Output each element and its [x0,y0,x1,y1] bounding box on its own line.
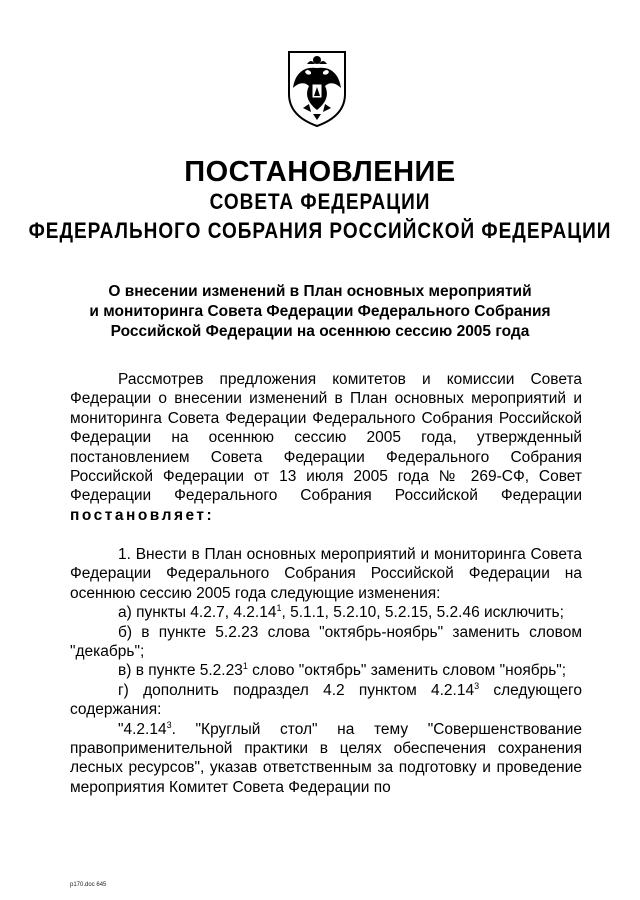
item-1-v: в) в пункте 5.2.23$^1$ слово "октябрь" заменить словом "ноябрь"; [118,661,567,680]
item-1-block [70,545,582,797]
item-1-g: г) дополнить подраздел 4.2 пунктом 4.2.14$^3$ следующего содержания: [70,680,582,719]
subject-line-2: и мониторинга Совета Федерации Федерального Собрания [89,303,551,320]
file-reference: p170.doc 645 [70,882,107,888]
item-1-quote: "4.2.14$^3$. "Круглый стол" на тему "Совершенствование правоприменительной практики в целях обеспечения сохранения лесных ресурсов", указав ответственным за подготовку и проведение мероприятия Комитет Совета Федерации по [70,719,582,796]
subject-line-1: О внесении изменений в План основных мероприятий [108,283,532,300]
preamble-paragraph [70,370,582,525]
issuer-line-2: ФЕДЕРАЛЬНОГО СОБРАНИЯ РОССИЙСКОЙ ФЕДЕРАЦИИ [28,219,612,244]
decree-word: постановляет: [70,506,215,524]
issuer-line-1: СОВЕТА ФЕДЕРАЦИИ [209,190,431,215]
item-1-b: б) в пункте 5.2.23 слова "октябрь-ноябрь" заменить словом "декабрь"; [70,623,582,661]
subject-line-3: Российской Федерации на осеннюю сессию 2005 года [110,323,530,340]
item-1-a: а) пункты 4.2.7, 4.2.14$^1$, 5.1.1, 5.2.10, 5.2.15, 5.2.46 исключить; [118,603,564,622]
item-1-intro: 1. Внести в План основных мероприятий и мониторинга Совета Федерации Федерального Собрания Российской Федерации на осеннюю сессию 2005 года следующие изменения: [70,546,582,602]
document-title: ПОСТАНОВЛЕНИЕ [184,156,456,188]
preamble-text: Рассмотрев предложения комитетов и комиссии Совета Федерации о внесении изменений в План основных мероприятий и мониторинга Совета Федерации Федерального Собрания Российской Федерации на осеннюю сессию 2005 года, утвержденный постановлением Совета Федерации Федерального Собрания Российской Федерации от 13 июля 2005 года № 269-СФ, Совет Федерации Федерального Собрания Российской Федерации [70,371,582,505]
coat-of-arms-emblem [285,48,349,128]
document-subject [70,282,570,342]
